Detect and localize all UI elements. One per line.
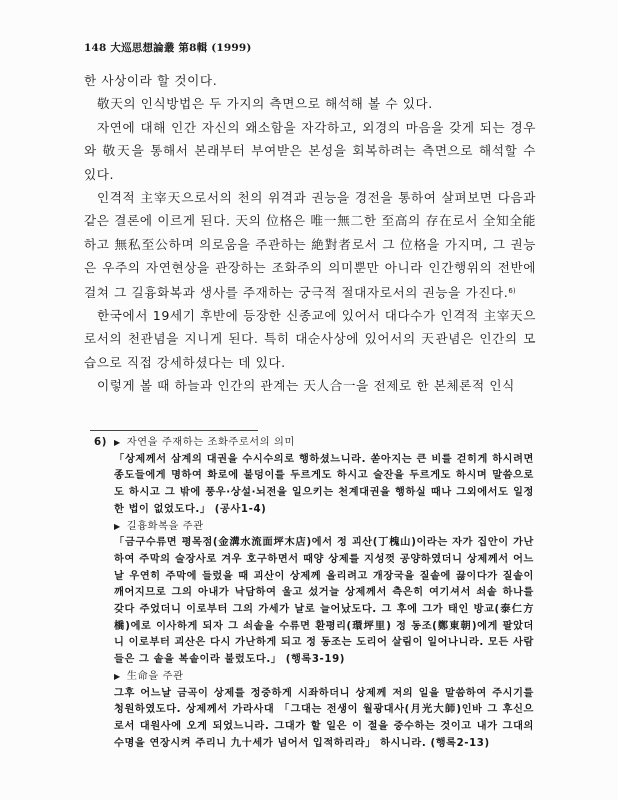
footnote-separator (90, 430, 258, 431)
footnote-quote (94, 452, 534, 753)
footnote-section (114, 669, 534, 686)
main-body (84, 69, 536, 398)
footnote-number: 6) (94, 437, 107, 448)
footnote-block (94, 435, 534, 752)
footnote-heading: 길흉화복을 주관 (126, 520, 204, 532)
footnote-text: 「금구수류면 평목점(金溝水流面坪木店)에서 정 괴산(丁槐山)이라는 자가 집안이 가난하여 주막의 술장사로 겨우 호구하면서 때양 상제를 지성껏 공양하였더니 상제께서 어느날 우연히 주막에 들렀을 때 괴산이 상제께 올리려고 개장국을 질솥에 끓이다가 질솥이 깨어지므로 그의 아내가 낙담하여 울고 섰거늘 상제께서 측은히 여기셔서 쇠솥 하나를 갖다 주었더니 이로부터 그의 가세가 날로 늘어났도다. 그 후에 그가 태인 방교(泰仁方橋)에로 이사하게 되자 그 쇠솥을 수류면 환평리(環坪里) 정 동조(鄭東朝)에게 팔았더니 이로부터 괴산은 다시 가난하게 되고 정 동조는 도리어 살림이 일어나니라. 모든 사람들은 그 솥을 복솥이라 불렀도다.」 (행록3-19) (114, 537, 534, 666)
paragraph: 한국에서 19세기 후반에 등장한 신종교에 있어서 대다수가 인격적 主宰天으로서의 천관념을 지니게 된다. 특히 대순사상에 있어서의 天관념은 인간의 모습으로 직접 강세하셨다는 데 있다. (84, 308, 536, 370)
footnote-heading: 자연을 주재하는 조화주로서의 의미 (126, 437, 295, 448)
paragraph (84, 186, 536, 304)
paragraph: 자연에 대해 인간 자신의 왜소함을 자각하고, 외경의 마음을 갖게 되는 경우와 敬天을 통해서 본래부터 부여받은 본성을 회복하려는 측면으로 해석할 수 있다. (84, 119, 536, 182)
paragraph-text: 인격적 主宰天으로서의 천의 위격과 권능을 경전을 통하여 살펴보면 다음과 같은 결론에 이르게 된다. 天의 位格은 唯一無二한 至高의 存在로서 全知全能하고 無私至公하며 의로움을 주관하는 絶對者로서 그 位格을 가지며, 그 권능은 우주의 자연현상을 관장하는 조화주의 의미뿐만 아니라 인간행위의 전반에 걸쳐 그 길흉화복과 생사를 주재하는 궁극적 절대자로서의 권능을 가진다. (84, 190, 536, 300)
triangle-right-icon: ▶ (114, 438, 121, 447)
paragraph: 한 사상이라 할 것이다. (84, 73, 218, 88)
triangle-right-icon: ▶ (114, 521, 121, 531)
footnote-text: 그후 어느날 금곡이 상제를 정중하게 시좌하더니 상제께 저의 일을 말씀하여 주시기를 청원하였도다. 상제께서 가라사대 「그대는 전생이 월광대사(月光大師)인바 그 후신으로서 대원사에 오게 되었느니라. 그대가 할 일은 이 절을 중수하는 것이고 내가 그대의 수명을 연장시켜 주리니 九十세가 넘어서 입적하리라」 하시니라. (행록2-13) (114, 687, 534, 749)
footnote-text: 「상제께서 삼계의 대권을 수시수의로 행하셨느니라. 쏟아지는 큰 비를 걷히게 하시려면 종도들에게 명하여 화로에 불덩이를 두르게도 하시고 술잔을 두르게도 하시며 말씀으로도 하시고 그 밖에 풍우·상설·뇌전을 일으키는 천계대권을 행하실 때나 그외에서도 일정한 법이 없었도다.」 (공사1-4) (114, 453, 534, 515)
paragraph: 敬天의 인식방법은 두 가지의 측면으로 해석해 볼 수 있다. (97, 96, 433, 112)
running-header: 148 大巡思想論叢 第8輯 (1999) (84, 42, 252, 54)
footnote-section (94, 435, 534, 452)
footnote-section (114, 519, 534, 536)
footnote-reference[interactable]: 6) (508, 286, 516, 295)
triangle-right-icon: ▶ (114, 671, 121, 681)
paragraph: 이렇게 볼 때 하늘과 인간의 관계는 天人合一을 전제로 한 본체론적 인식 (97, 378, 515, 394)
footnote-heading: 生命을 주관 (126, 670, 184, 682)
